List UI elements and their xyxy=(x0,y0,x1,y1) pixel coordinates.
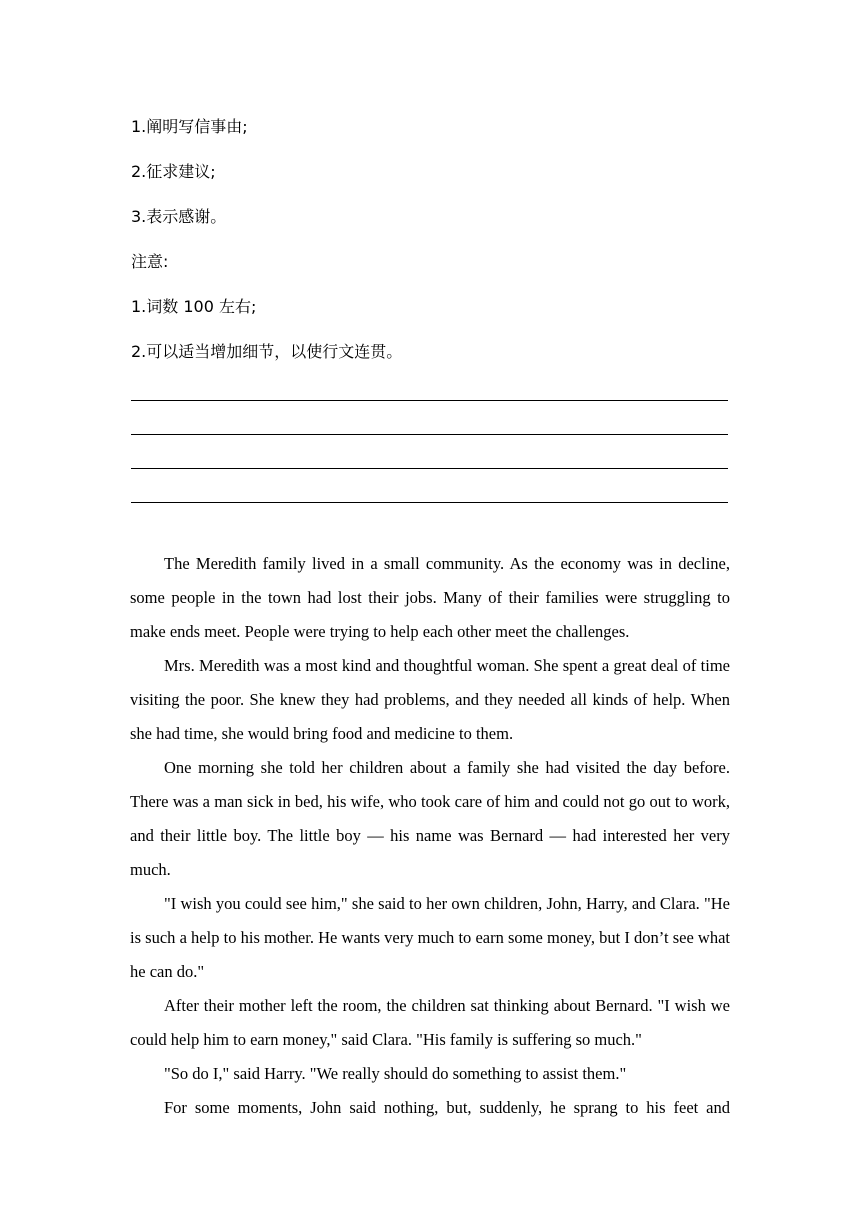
requirement-item-2: 2.征求建议; xyxy=(131,162,216,181)
requirement-item-3: 3.表示感谢。 xyxy=(131,207,227,226)
story-paragraph: One morning she told her children about a family she had visited the day before. There was a man sick in bed, his wife, who took care of him and could not go out to work, and their little boy. The little boy — his name was Bernard — had interested her very much. xyxy=(130,758,730,879)
story-paragraph: "So do I," said Harry. "We really should do something to assist them." xyxy=(164,1064,627,1083)
story-text xyxy=(130,547,730,1125)
requirement-item-1: 1.阐明写信事由; xyxy=(131,117,248,136)
story-paragraph: Mrs. Meredith was a most kind and thoughtful woman. She spent a great deal of time visiting the poor. She knew they had problems, and they needed all kinds of help. When she had time, she would bring food and medicine to them. xyxy=(130,656,730,743)
story-paragraph: After their mother left the room, the children sat thinking about Bernard. "I wish we could help him to earn money," said Clara. "His family is suffering so much." xyxy=(130,996,730,1049)
note-item-1: 1.词数 100 左右; xyxy=(131,297,257,316)
notes-heading: 注意: xyxy=(131,252,169,271)
story-paragraph: The Meredith family lived in a small community. As the economy was in decline, some people in the town had lost their jobs. Many of their families were struggling to make ends meet. People were trying to help each other meet the challenges. xyxy=(130,554,730,641)
story-paragraph: "I wish you could see him," she said to her own children, John, Harry, and Clara. "He is such a help to his mother. He wants very much to earn some money, but I don’t see what he can do." xyxy=(130,894,730,981)
answer-line xyxy=(131,502,728,503)
story-paragraph: For some moments, John said nothing, but, suddenly, he sprang to his feet and xyxy=(164,1098,730,1117)
answer-line xyxy=(131,468,728,469)
note-item-2: 2.可以适当增加细节，以使行文连贯。 xyxy=(131,342,403,361)
answer-line xyxy=(131,434,728,435)
answer-line xyxy=(131,400,728,401)
